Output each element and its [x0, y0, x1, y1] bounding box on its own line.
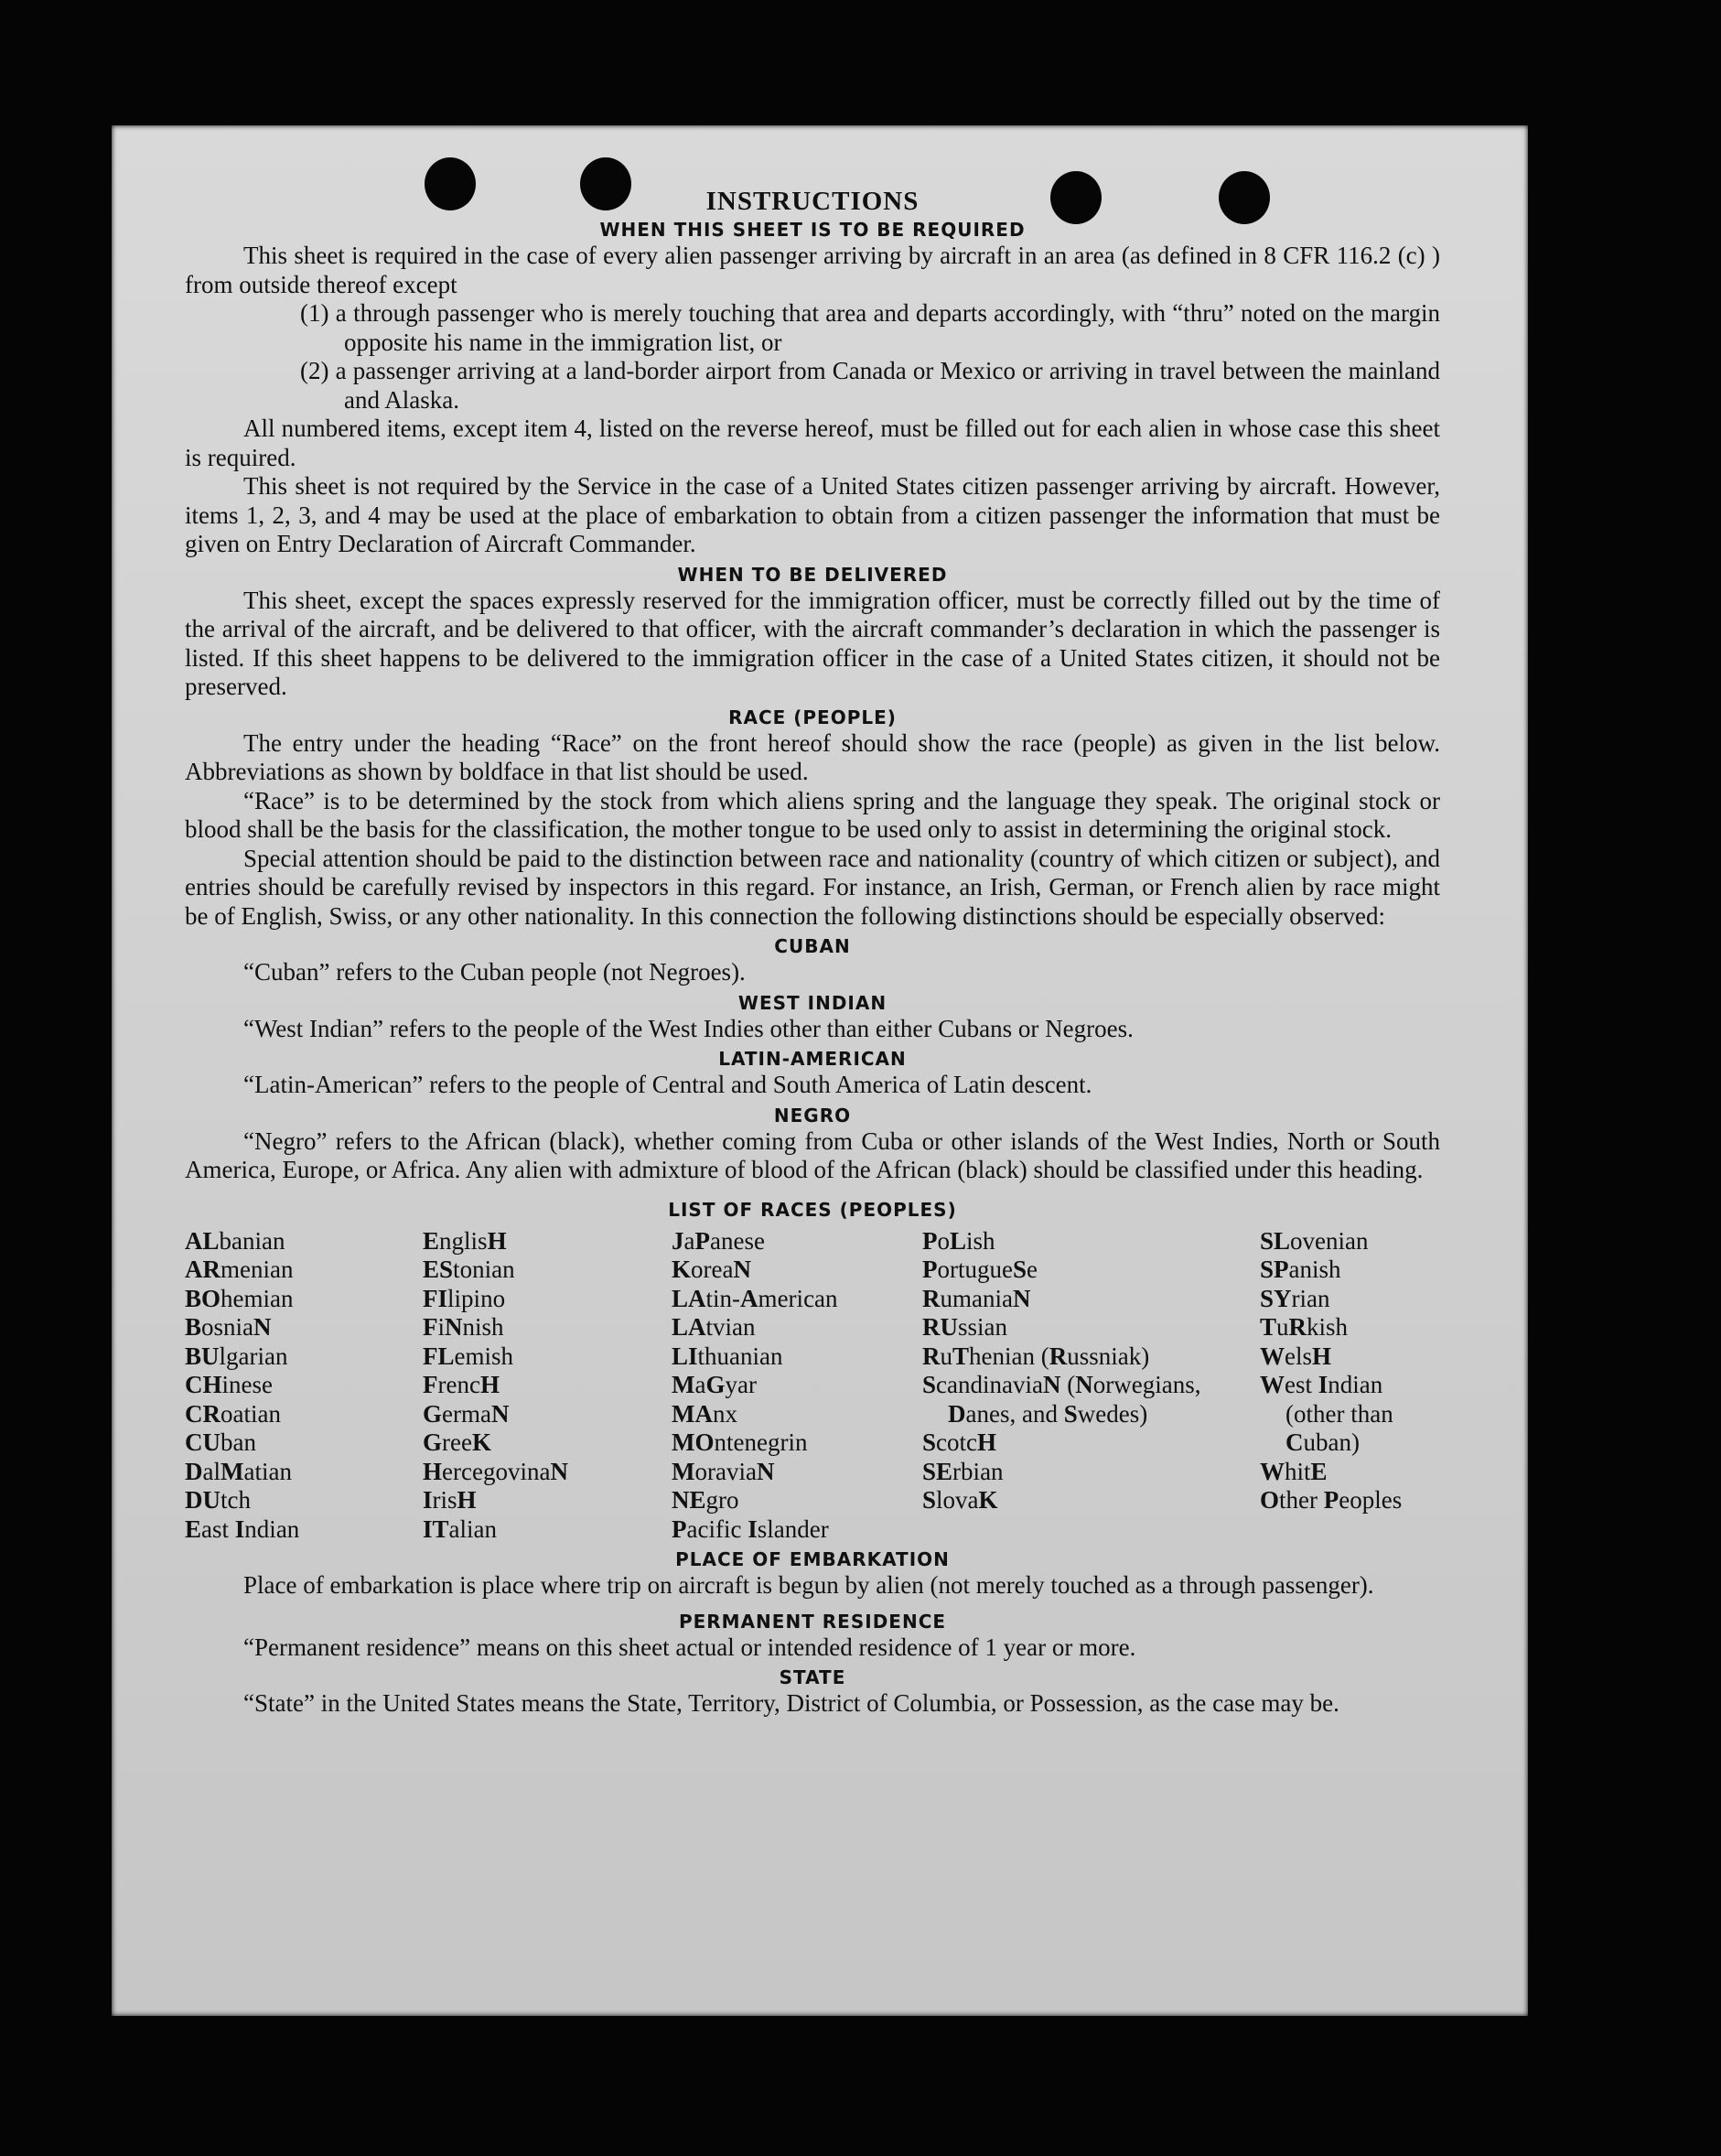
instructions-body: [185, 185, 1440, 1719]
race-entry: NEgro: [672, 1486, 739, 1514]
race-entry: JaPanese: [672, 1226, 765, 1255]
exception-item-2: (2) a passenger arriving at a land-border airport from Canada or Mexico or arriving in travel between the mainland and Alaska.: [300, 357, 1440, 414]
race-entry: SLovenian: [1260, 1226, 1369, 1255]
race-entry: RUssian: [922, 1313, 1008, 1341]
race-list: [185, 1227, 1440, 1545]
race-entry: MOntenegrin: [672, 1428, 808, 1456]
section-heading-latin-american: LATIN-AMERICAN: [718, 1048, 907, 1070]
required-para-3: This sheet is not required by the Service in the case of a United States citizen passenger arriving by aircraft. However, items 1, 2, 3, and 4 may be used at the place of embarkation to obtain from a citizen passenger the information that must be given on Entry Declaration of Aircraft Commander.: [185, 472, 1440, 557]
race-entry: SErbian: [922, 1457, 1004, 1485]
race-entry: ARmenian: [185, 1256, 294, 1283]
race-entry: GermaN: [423, 1399, 510, 1428]
race-entry: BUlgarian: [185, 1342, 288, 1370]
race-entry: IrisH: [423, 1486, 477, 1514]
residence-text: “Permanent residence” means on this sheet actual or intended residence of 1 year or more.: [243, 1633, 1136, 1661]
race-para-1: The entry under the heading “Race” on the front hereof should show the race (people) as given in the list below. Abbreviations as shown by boldface in that list should be used.: [185, 728, 1440, 785]
race-entry: SYrian: [1260, 1284, 1330, 1312]
race-column-2: [423, 1227, 672, 1545]
required-para-2: All numbered items, except item 4, listed on the reverse hereof, must be filled out for each alien in whose case this sheet is required.: [185, 415, 1440, 471]
race-entry: WelsH: [1260, 1342, 1332, 1370]
race-entry: WhitE: [1260, 1457, 1328, 1485]
section-heading-race: RACE (PEOPLE): [728, 706, 897, 728]
race-para-3: Special attention should be paid to the distinction between race and nationality (country of which citizen or subject), and entries should be carefully revised by inspectors in this regard. For instance, an Irish, German, or French alien by race might be of English, Swiss, or any other nationality. In this connection the following distinctions should be especially observed:: [185, 844, 1440, 930]
race-entry: EStonian: [423, 1256, 515, 1283]
section-heading-west-indian: WEST INDIAN: [737, 991, 887, 1014]
section-heading-cuban: CUBAN: [774, 935, 851, 957]
race-column-1: [185, 1227, 423, 1545]
instruction-sheet: [112, 125, 1528, 2016]
state-text: “State” in the United States means the State, Territory, District of Columbia, or Possession, as the case may be.: [243, 1689, 1339, 1717]
race-entry: RuThenian (Russniak): [922, 1342, 1150, 1370]
race-entry: MaGyar: [672, 1371, 757, 1398]
race-entry: East Indian: [185, 1515, 300, 1543]
section-heading-state: STATE: [779, 1666, 846, 1688]
negro-text: “Negro” refers to the African (black), whether coming from Cuba or other islands of the West Indies, North or South America, Europe, or Africa. Any alien with admixture of blood of the African (black) should be classified under this heading.: [185, 1127, 1440, 1183]
race-entry: DUtch: [185, 1486, 251, 1514]
embarkation-text: Place of embarkation is place where trip on aircraft is begun by alien (not merely touched as a through passenger).: [243, 1571, 1374, 1599]
race-column-3: [672, 1227, 922, 1545]
race-entry: ScandinaviaN (Norwegians, Danes, and Swedes): [922, 1371, 1201, 1428]
list-of-races-heading: LIST OF RACES (PEOPLES): [668, 1198, 957, 1221]
cuban-text: “Cuban” refers to the Cuban people (not Negroes).: [243, 958, 746, 986]
required-intro: This sheet is required in the case of every alien passenger arriving by aircraft in an area (as defined in 8 CFR 116.2 (c) ) from outside thereof except: [185, 242, 1440, 298]
race-entry: Other Peoples: [1260, 1486, 1403, 1514]
section-heading-required: WHEN THIS SHEET IS TO BE REQUIRED: [599, 219, 1026, 241]
race-entry: DalMatian: [185, 1457, 292, 1485]
race-entry: CUban: [185, 1428, 256, 1456]
section-heading-negro: NEGRO: [773, 1104, 852, 1127]
race-column-4: [922, 1227, 1260, 1545]
race-entry: Pacific Islander: [672, 1515, 829, 1543]
race-entry: ITalian: [423, 1515, 498, 1543]
race-entry: FIlipino: [423, 1284, 506, 1312]
race-entry: RumaniaN: [922, 1284, 1031, 1312]
race-entry: LAtvian: [672, 1313, 756, 1341]
section-heading-delivered: WHEN TO BE DELIVERED: [677, 563, 948, 586]
delivered-text: This sheet, except the spaces expressly reserved for the immigration officer, must be correctly filled out by the time of the arrival of the aircraft, and be delivered to that officer, with the aircraft commander’s declaration in which the passenger is listed. If this sheet happens to be delivered to the immigration officer in the case of a United States citizen, it should not be preserved.: [185, 586, 1440, 700]
race-entry: MAnx: [672, 1399, 737, 1428]
race-column-5: [1260, 1227, 1440, 1545]
race-entry: TuRkish: [1260, 1313, 1349, 1341]
race-entry: BOhemian: [185, 1284, 294, 1312]
race-entry: LIthuanian: [672, 1342, 783, 1370]
race-entry: FrencH: [423, 1371, 500, 1398]
race-entry: SlovaK: [922, 1486, 998, 1514]
race-entry: KoreaN: [672, 1256, 751, 1283]
exception-item-1: (1) a through passenger who is merely touching that area and departs accordingly, with “thru” noted on the margin opposite his name in the immigration list, or: [300, 299, 1440, 356]
page-title: INSTRUCTIONS: [705, 187, 920, 216]
race-para-2: “Race” is to be determined by the stock from which aliens spring and the language they speak. The original stock or blood shall be the basis for the classification, the mother tongue to be used only to assist in determining the original stock.: [185, 786, 1440, 843]
race-entry: CHinese: [185, 1371, 274, 1398]
race-entry: SPanish: [1260, 1256, 1341, 1283]
race-entry: GreeK: [423, 1428, 491, 1456]
race-entry: ALbanian: [185, 1226, 285, 1255]
race-entry: PortugueSe: [922, 1256, 1038, 1283]
race-entry: FiNnish: [423, 1313, 504, 1341]
section-heading-residence: PERMANENT RESIDENCE: [678, 1610, 947, 1633]
race-entry: West Indian (other than Cuban): [1260, 1371, 1393, 1456]
race-entry: CRoatian: [185, 1399, 281, 1428]
race-entry: LAtin-American: [672, 1284, 838, 1312]
race-entry: HercegovinaN: [423, 1457, 568, 1485]
west-indian-text: “West Indian” refers to the people of the West Indies other than either Cubans or Negroes.: [243, 1014, 1134, 1042]
race-entry: ScotcH: [922, 1428, 997, 1456]
race-entry: PoLish: [922, 1226, 995, 1255]
section-heading-embarkation: PLACE OF EMBARKATION: [675, 1548, 950, 1570]
latin-american-text: “Latin-American” refers to the people of Central and South America of Latin descent.: [243, 1071, 1092, 1098]
race-entry: MoraviaN: [672, 1457, 775, 1485]
race-entry: FLemish: [423, 1342, 514, 1370]
race-entry: EnglisH: [423, 1226, 507, 1255]
race-entry: BosniaN: [185, 1313, 272, 1341]
